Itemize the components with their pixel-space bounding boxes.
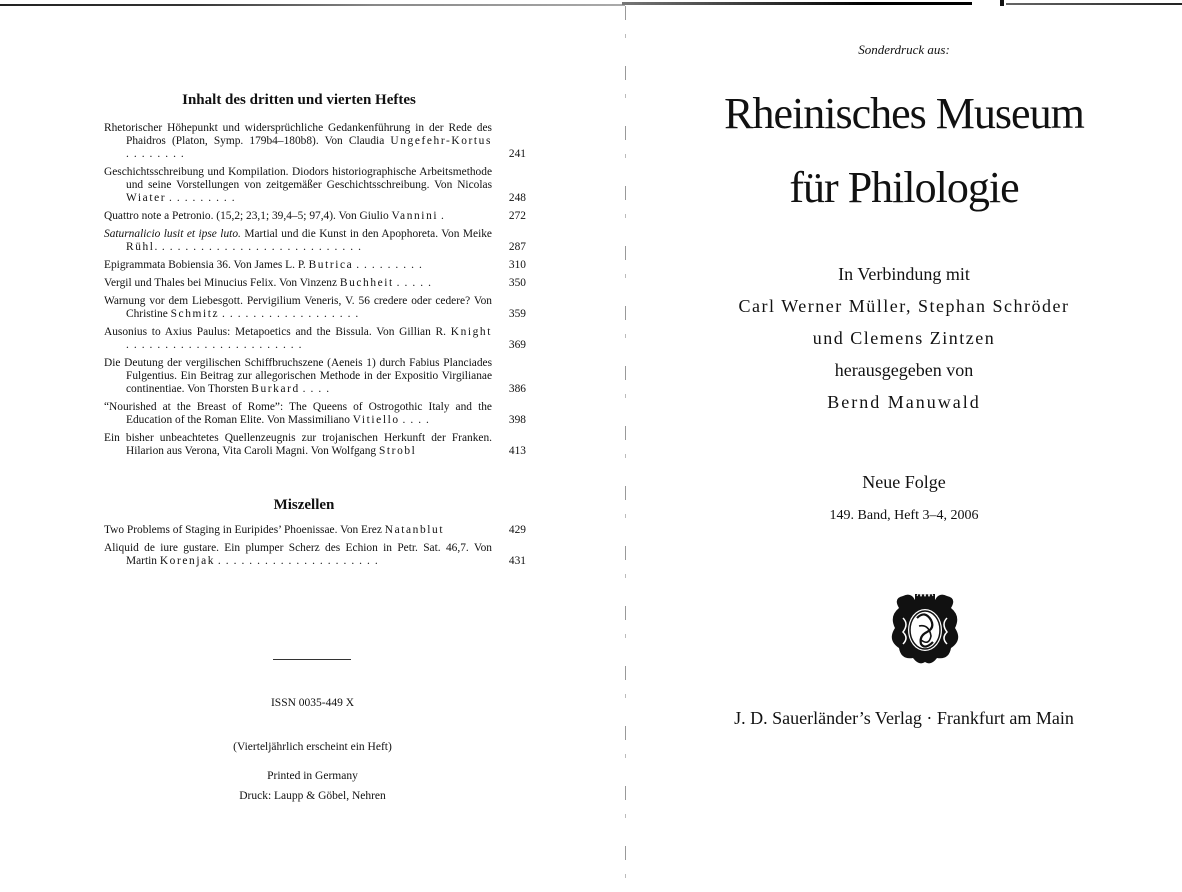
leader-dots: ......... — [169, 192, 240, 204]
toc-entry-title: Die Deutung der vergilischen Schiffbruchszene (Aeneis 1) durch Fabius Planciades Fulgentius. Ein Beitrag zur allegorischen Methode in der Expositio Virgilianae continentiae. Von Thorsten — [104, 357, 492, 395]
printer: Druck: Laupp & Göbel, Nehren — [239, 790, 386, 802]
toc-entry-title: Geschichtsschreibung und Kompilation. Diodors historiographische Arbeitsmethode und seine Vorstellungen von zeitgemäßer Geschichtsschreibung. Von Nicolas — [104, 166, 492, 191]
toc-entry-italic-title: Saturnalicio lusit et ipse luto. — [104, 228, 241, 240]
misc-entry-title: Aliquid de iure gustare. Ein plumper Scherz des Echion in Petr. Sat. 46,7. Von Martin — [104, 542, 492, 567]
volume-info: 149. Band, Heft 3–4, 2006 — [829, 508, 979, 523]
leader-dots: ..................... — [217, 555, 383, 567]
toc-entry-author: Wiater — [126, 192, 167, 204]
toc-entry-page: 386 — [508, 383, 526, 395]
toc-list — [104, 122, 526, 463]
toc-entry — [104, 228, 526, 254]
leader-dots: ....................... — [126, 339, 307, 351]
toc-entry-page: 241 — [508, 148, 526, 160]
leader-dots: ......... — [356, 259, 427, 271]
misc-entry — [104, 524, 526, 537]
editor-name: Bernd Manuwald — [827, 392, 981, 412]
misc-entry-author: Korenjak — [159, 555, 216, 567]
leader-dots: ..... — [396, 277, 436, 289]
publication-frequency: (Vierteljährlich erscheint ein Heft) — [233, 741, 392, 753]
toc-entry — [104, 432, 526, 458]
coeditors-line2: und Clemens Zintzen — [812, 328, 996, 348]
toc-heading: Inhalt des dritten und vierten Heftes — [182, 92, 416, 108]
toc-entry-page: 287 — [508, 241, 526, 253]
toc-entry-author: Schmitz — [170, 308, 220, 320]
toc-entry-page: 272 — [508, 210, 526, 222]
toc-entry-author: Buchheit — [339, 277, 394, 289]
toc-entry-author: Butrica — [308, 259, 354, 271]
divider-rule — [273, 659, 351, 660]
leader-dots: .......................... — [161, 241, 366, 253]
misc-entry-page: 429 — [508, 524, 526, 536]
toc-entry-page: 350 — [508, 277, 526, 289]
toc-entry — [104, 210, 526, 223]
toc-entry-page: 398 — [508, 414, 526, 426]
printed-in: Printed in Germany — [267, 770, 358, 782]
publisher-emblem-icon — [885, 588, 965, 666]
toc-entry-author: Burkard — [251, 383, 300, 395]
publisher-imprint: J. D. Sauerländer’s Verlag · Frankfurt am Main — [734, 708, 1074, 728]
toc-entry — [104, 166, 526, 205]
issn: ISSN 0035-449 X — [270, 697, 355, 709]
misc-heading: Miszellen — [273, 497, 335, 513]
toc-entry — [104, 259, 526, 272]
coeditors-line1: Carl Werner Müller, Stephan Schröder — [738, 296, 1070, 316]
misc-list — [104, 524, 526, 573]
toc-entry-author: Knight — [450, 326, 492, 338]
toc-entry-author: Vannini — [391, 210, 439, 222]
toc-entry — [104, 357, 526, 396]
toc-entry-title: “Nourished at the Breast of Rome”: The Queens of Ostrogothic Italy and the Education of the Roman Elite. Von Massimiliano — [104, 401, 492, 426]
toc-entry-title: Warnung vor dem Liebesgott. Pervigilium Veneris, V. 56 credere oder cedere? Von Christine — [104, 295, 492, 320]
series-label: Neue Folge — [862, 472, 946, 492]
toc-entry-title: Ausonius to Axius Paulus: Metapoetics and the Bissula. Von Gillian R. — [104, 326, 451, 338]
toc-entry — [104, 401, 526, 427]
right-page — [626, 0, 1182, 892]
leader-dots: .................. — [222, 308, 364, 320]
toc-entry — [104, 277, 526, 290]
toc-entry-author: Rühl. — [126, 241, 160, 253]
leader-dots: .... — [402, 414, 434, 426]
toc-entry — [104, 295, 526, 321]
misc-entry — [104, 542, 526, 568]
leader-dots: ........ — [126, 148, 189, 160]
toc-entry — [104, 122, 526, 161]
leader-dots: . — [441, 210, 449, 222]
toc-entry-page: 359 — [508, 308, 526, 320]
offprint-label: Sonderdruck aus: — [858, 42, 950, 57]
journal-title-line2: für Philologie — [789, 163, 1019, 212]
toc-entry-author: Ungefehr-Kortus — [390, 135, 492, 147]
misc-entry-page: 431 — [508, 555, 526, 567]
toc-entry — [104, 326, 526, 352]
toc-entry-author: Vitiello — [352, 414, 400, 426]
leader-dots: .... — [302, 383, 335, 395]
toc-entry-title: Vergil und Thales bei Minucius Felix. Von Vinzenz — [104, 277, 340, 289]
misc-entry-author: Natanblut — [384, 524, 445, 536]
toc-entry-title: Martial und die Kunst in den Apophoreta. Von Meike — [240, 228, 492, 240]
toc-entry-page: 413 — [508, 445, 526, 457]
misc-entry-title: Two Problems of Staging in Euripides’ Phoenissae. Von Erez — [104, 524, 385, 536]
toc-entry-title: Quattro note a Petronio. (15,2; 23,1; 39,4–5; 97,4). Von Giulio — [104, 210, 392, 222]
edited-by-label: herausgegeben von — [834, 360, 974, 380]
journal-title-line1: Rheinisches Museum — [724, 89, 1084, 138]
in-association-label: In Verbindung mit — [838, 264, 970, 284]
toc-entry-page: 369 — [508, 339, 526, 351]
toc-entry-title: Ein bisher unbeachtetes Quellenzeugnis zur trojanischen Herkunft der Franken. Hilarion aus Verona, Vita Caroli Magni. Von Wolfgang — [104, 432, 492, 457]
toc-entry-page: 248 — [508, 192, 526, 204]
toc-entry-title: Epigrammata Bobiensia 36. Von James L. P. — [104, 259, 309, 271]
toc-entry-author: Strobl — [378, 445, 417, 457]
toc-entry-page: 310 — [508, 259, 526, 271]
toc-entry-title: Rhetorischer Höhepunkt und widersprüchliche Gedankenführung in der Rede des Phaidros (Platon, Symp. 179b4–180b8). Von Claudia — [104, 122, 492, 147]
